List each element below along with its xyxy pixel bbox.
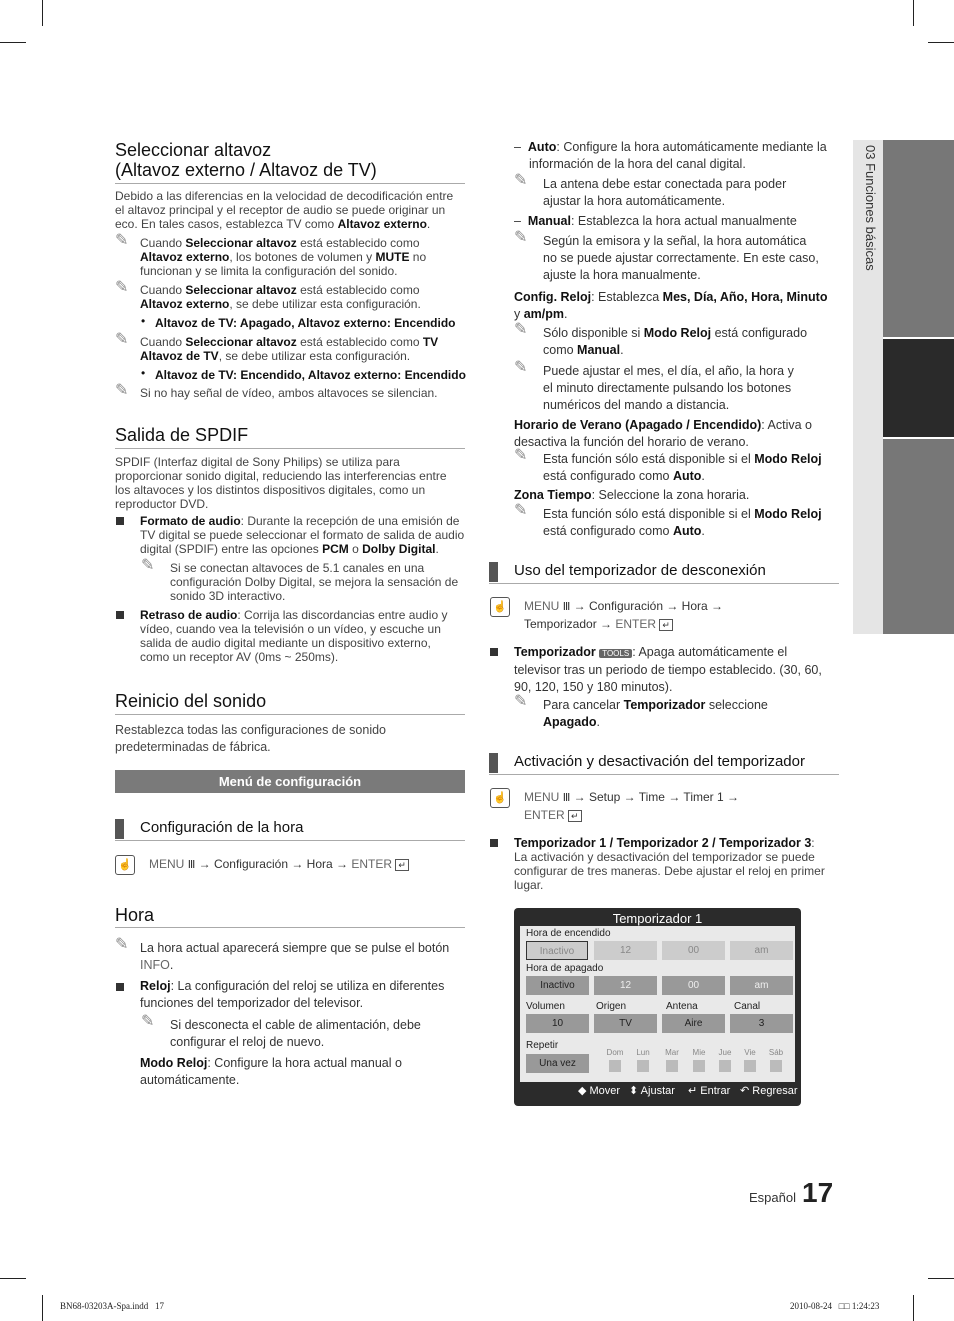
note: Puede ajustar el mes, el día, el año, la hora y el minuto directamente pulsando los botones numéricos del mando a distancia. <box>543 364 794 412</box>
paragraph: Zona Tiempo: Seleccione la zona horaria. <box>514 488 750 502</box>
note: Para cancelar Temporizador seleccione Apagado. <box>543 698 768 729</box>
note: La antena debe estar conectada para poder ajustar la hora automáticamente. <box>543 177 787 208</box>
crop-mark <box>928 1278 954 1279</box>
list-marker <box>116 611 124 619</box>
subsection-bar <box>489 753 498 773</box>
day-label: Vie <box>744 1048 756 1057</box>
crop-mark <box>0 1278 26 1279</box>
note: Según la emisora y la señal, la hora automática no se puede ajustar correctamente. En este caso, ajuste la hora manualmente. <box>543 234 819 282</box>
list-marker <box>116 517 124 525</box>
day-label: Mar <box>665 1048 679 1057</box>
note: Si no hay señal de vídeo, ambos altavoces se silencian. <box>140 386 438 400</box>
bullet-text: Altavoz de TV: Encendido, Altavoz externo: Encendido <box>155 368 466 382</box>
footer-move: ◆ Mover <box>578 1085 621 1097</box>
paragraph: SPDIF (Interfaz digital de Sony Philips) se utiliza para proporcionar sonido digital, reduciendo las interferencias entre los altavoces y los distintos dispositivos digitales, como un reproductor DVD. <box>115 455 447 511</box>
list-item: Temporizador 1 / Temporizador 2 / Temporizador 3: La activación y desactivación del temporizador se puede configurar de tres maneras. Debe ajustar el reloj en primer lugar. <box>514 836 825 892</box>
paragraph: Restablezca todas las configuraciones de sonido predeterminadas de fábrica. <box>115 723 387 754</box>
section-title: Seleccionar altavoz (Altavoz externo / Altavoz de TV) <box>115 140 377 180</box>
source-label: Origen <box>596 1001 627 1012</box>
day-checkbox[interactable] <box>693 1060 705 1072</box>
note: La hora actual aparecerá siempre que se pulse el botón INFO. <box>140 941 450 972</box>
paragraph: Debido a las diferencias en la velocidad de decodificación entre el altavoz principal y el receptor de audio se puede originar un eco. En tales casos, establezca TV como Altavoz externo. <box>115 189 454 231</box>
note-icon: ✎ <box>115 382 129 399</box>
day-label: Dom <box>606 1048 624 1057</box>
menu-path: MENU Ⅲ → Configuración → Hora → Temporizador → ENTER ↵ <box>524 599 724 631</box>
day-label: Lun <box>636 1048 650 1057</box>
note-icon: ✎ <box>115 232 129 249</box>
dash-item-cont: información de la hora del canal digital. <box>529 157 746 171</box>
day-checkbox[interactable] <box>609 1060 621 1072</box>
crop-mark <box>928 42 954 43</box>
list-item: Temporizador TOOLS : Apaga automáticamente el televisor tras un periodo de tiempo establecido. (30, 60, 90, 120, 150 y 180 minutos). <box>514 645 822 694</box>
divider <box>115 927 465 928</box>
footer-adjust: ⬍ Ajustar <box>629 1085 675 1097</box>
crop-mark <box>0 42 26 43</box>
menu-path: MENU Ⅲ → Setup → Time → Timer 1 → ENTER ↵ <box>524 790 739 822</box>
day-label: Jue <box>718 1048 732 1057</box>
note-icon: ✎ <box>115 936 129 953</box>
timer-menu-screenshot <box>514 908 801 1106</box>
divider <box>115 714 465 715</box>
subsection-bar <box>115 819 124 839</box>
note: Si se conectan altavoces de 5.1 canales en una configuración Dolby Digital, se mejora la sensación de sonido 3D interactivo. <box>170 561 459 603</box>
subsection-title: Configuración de la hora <box>140 819 304 836</box>
timer-menu-panel <box>520 926 795 1082</box>
divider <box>115 840 465 841</box>
source-value[interactable]: TV <box>594 1014 657 1033</box>
note-icon: ✎ <box>514 359 528 376</box>
list-marker <box>116 983 124 991</box>
channel-label: Canal <box>734 1001 761 1012</box>
note: Esta función sólo está disponible si el Modo Reloj está configurado como Auto. <box>543 452 822 483</box>
on-time-status[interactable]: Inactivo <box>526 941 588 960</box>
list-marker <box>490 648 498 656</box>
paragraph: Modo Reloj: Configure la hora actual manual o automáticamente. <box>140 1056 402 1087</box>
off-time-minute[interactable]: 00 <box>662 976 725 995</box>
note-icon: ✎ <box>115 279 129 296</box>
note: Esta función sólo está disponible si el Modo Reloj está configurado como Auto. <box>543 507 822 538</box>
tab-block-active <box>883 339 954 437</box>
adjust-icon: ⬍ <box>629 1085 641 1097</box>
divider <box>115 183 465 184</box>
menu-path: MENU Ⅲ → Configuración → Hora → ENTER ↵ <box>149 856 409 874</box>
section-title: Salida de SPDIF <box>115 425 249 445</box>
section-title: Reinicio del sonido <box>115 691 267 711</box>
off-time-status[interactable]: Inactivo <box>526 976 589 995</box>
off-time-label: Hora de apagado <box>526 963 604 974</box>
divider <box>489 583 839 584</box>
volume-label: Volumen <box>526 1001 565 1012</box>
note-icon: ✎ <box>115 331 129 348</box>
day-label: Sáb <box>768 1048 784 1057</box>
dash-item: – Manual: Establezca la hora actual manualmente <box>514 214 797 228</box>
list-item: Retraso de audio: Corrija las discordancias entre audio y vídeo, cuando vea la televisión o un vídeo, y escuche un salida de audio digital mediante un dispositivo externo, como un receptor AV (0ms ~ 250ms). <box>140 608 448 664</box>
on-time-hour[interactable]: 12 <box>594 941 657 960</box>
on-time-minute[interactable]: 00 <box>662 941 725 960</box>
paragraph: Horario de Verano (Apagado / Encendido): Activa o desactiva la función del horario de verano. <box>514 418 812 449</box>
bullet-text: Altavoz de TV: Apagado, Altavoz externo: Encendido <box>155 316 456 330</box>
return-icon: ↶ <box>740 1085 753 1097</box>
section-tab-label: 03 Funciones básicas <box>863 145 878 271</box>
paragraph: Config. Reloj: Establezca Mes, Día, Año, Hora, Minuto y am/pm. <box>514 290 828 321</box>
note: Si desconecta el cable de alimentación, debe configurar el reloj de nuevo. <box>170 1018 421 1049</box>
divider <box>489 774 839 775</box>
page-number: 17 <box>802 1177 834 1208</box>
day-checkbox[interactable] <box>770 1060 782 1072</box>
list-item: Reloj: La configuración del reloj se utiliza en diferentes funciones del temporizador del televisor. <box>140 979 445 1010</box>
tab-block-1 <box>883 140 954 337</box>
print-date: 2010-08-24 □□ 1:24:23 <box>790 1301 880 1311</box>
footer-return: ↶ Regresar <box>740 1085 798 1097</box>
note: Cuando Seleccionar altavoz está establecido como TV Altavoz de TV, se debe utilizar esta configuración. <box>140 335 439 363</box>
on-time-ampm[interactable]: am <box>730 941 793 960</box>
off-time-ampm[interactable]: am <box>730 976 793 995</box>
on-time-label: Hora de encendido <box>526 928 611 939</box>
tab-block-3 <box>883 439 954 634</box>
note-icon: ✎ <box>514 229 528 246</box>
footer-enter: ↵ Entrar <box>688 1085 731 1097</box>
list-item: Formato de audio: Durante la recepción de una emisión de TV digital se puede seleccionar el formato de salida de audio digital (SPDIF) entre las opciones PCM o Dolby Digital. <box>140 514 465 556</box>
crop-mark <box>42 1295 43 1321</box>
repeat-label: Repetir <box>526 1040 559 1051</box>
timer-menu-title: Temporizador 1 <box>612 911 703 926</box>
note: Sólo disponible si Modo Reloj está configurado como Manual. <box>543 326 808 357</box>
move-icon: ◆ <box>578 1085 590 1097</box>
enter-icon: ↵ <box>688 1085 701 1097</box>
subsection-title: Activación y desactivación del temporizador <box>514 753 805 770</box>
bullet: • <box>141 366 146 380</box>
note-icon: ✎ <box>514 172 528 189</box>
menu-banner: Menú de configuración <box>115 770 465 793</box>
list-marker <box>490 839 498 847</box>
day-checkbox[interactable] <box>666 1060 678 1072</box>
dash-item: – Auto: Configure la hora automáticamente mediante la <box>514 140 827 154</box>
day-checkbox[interactable] <box>637 1060 649 1072</box>
day-label: Mie <box>692 1048 706 1057</box>
volume-value[interactable]: 10 <box>526 1014 589 1033</box>
hand-icon: ☝ <box>115 855 135 875</box>
hand-icon: ☝ <box>490 788 510 808</box>
crop-mark <box>913 0 914 26</box>
crop-mark <box>42 0 43 26</box>
crop-mark <box>913 1295 914 1321</box>
off-time-hour[interactable]: 12 <box>594 976 657 995</box>
section-title: Hora <box>115 905 155 925</box>
antenna-label: Antena <box>666 1001 698 1012</box>
subsection-bar <box>489 562 498 582</box>
note-icon: ✎ <box>514 502 528 519</box>
divider <box>115 448 465 449</box>
note-icon: ✎ <box>514 321 528 338</box>
bullet: • <box>141 314 146 328</box>
subsection-title: Uso del temporizador de desconexión <box>514 562 766 579</box>
language-label: Español <box>749 1190 796 1205</box>
channel-value[interactable]: 3 <box>730 1014 793 1033</box>
note-icon: ✎ <box>514 447 528 464</box>
day-checkbox[interactable] <box>719 1060 731 1072</box>
hand-icon: ☝ <box>490 597 510 617</box>
day-checkbox[interactable] <box>744 1060 756 1072</box>
note: Cuando Seleccionar altavoz está establecido como Altavoz externo, se debe utilizar esta configuración. <box>140 283 421 311</box>
note-icon: ✎ <box>141 557 155 574</box>
repeat-value[interactable]: Una vez <box>526 1054 589 1073</box>
file-name: BN68-03203A-Spa.indd 17 <box>60 1301 164 1311</box>
antenna-value[interactable]: Aire <box>662 1014 725 1033</box>
note-icon: ✎ <box>141 1013 155 1030</box>
note-icon: ✎ <box>514 693 528 710</box>
note: Cuando Seleccionar altavoz está establecido como Altavoz externo, los botones de volumen y MUTE no funcionan y se limita la configuración del sonido. <box>140 236 427 278</box>
